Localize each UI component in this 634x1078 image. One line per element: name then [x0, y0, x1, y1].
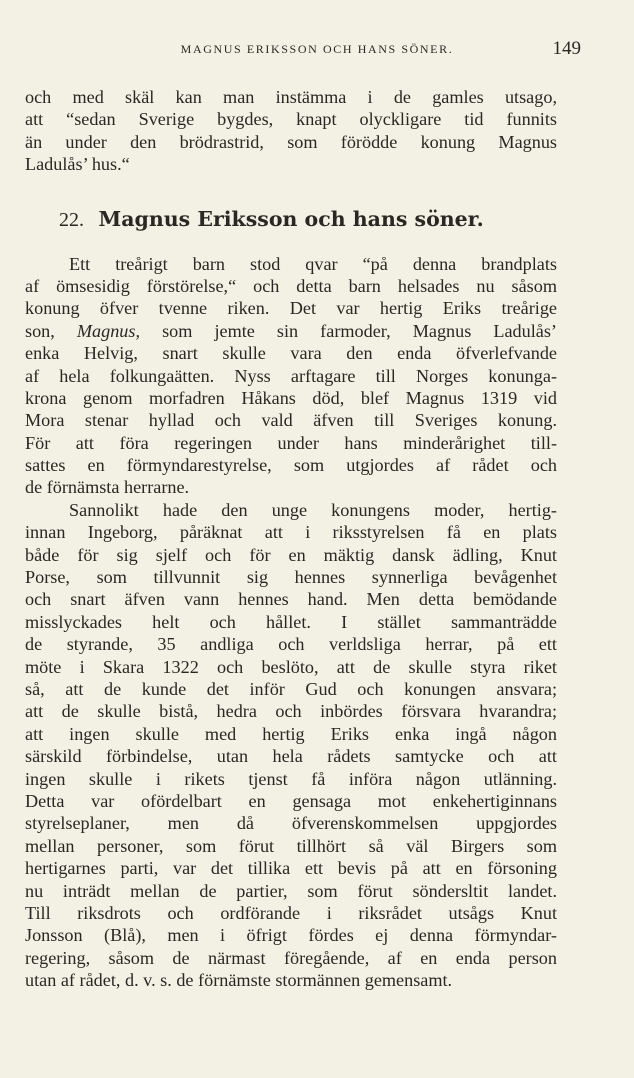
text-line: Detta var ofördelbart en gensaga mot enkehertiginnans: [25, 790, 557, 811]
text-line: sattes en förmyndarestyrelse, som utgjordes af rådet och: [25, 455, 557, 476]
section-number: 22.: [59, 208, 84, 231]
text-line: Ett treårigt barn stod qvar “på denna brandplats: [69, 253, 557, 274]
text-line: innan Ingeborg, påräknat att i riksstyrelsen få en plats: [25, 522, 557, 543]
text-line: Ladulås’ hus.“: [25, 154, 130, 175]
text-line: hertigarnes parti, var det tillika ett bevis på att en försoning: [25, 858, 557, 879]
text-line: både för sig sjelf och för en mäktig dansk ädling, Knut: [25, 544, 557, 565]
text-line: möte i Skara 1322 och beslöto, att de skulle styra riket: [25, 656, 557, 677]
text-line: ingen skulle i rikets tjenst få införa någon utlänning.: [25, 768, 557, 789]
text-line: att de skulle bistå, hedra och inbördes försvara hvarandra;: [25, 701, 557, 722]
text-line: Till riksdrots och ordförande i riksrådet utsågs Knut: [25, 902, 557, 923]
text-fragment: son,: [25, 320, 77, 341]
text-line: än under den brödrastrid, som förödde konung Magnus: [25, 131, 557, 152]
text-line: Jonsson (Blå), men i öfrigt fördes ej denna förmyndar-: [25, 925, 557, 946]
running-title: MAGNUS ERIKSSON OCH HANS SÖNER.: [180, 42, 454, 56]
text-line: utan af rådet, d. v. s. de förnämste stormännen gemensamt.: [25, 970, 453, 991]
text-line-with-italic: [25, 320, 557, 342]
page-text: [25, 86, 557, 991]
text-line: konung öfver tvenne riken. Det var hertig Eriks treårige: [25, 298, 557, 319]
text-line: Mora stenar hyllad och vald äfven till Sveriges konung.: [25, 410, 557, 431]
text-line: För att föra regeringen under hans minderårighet till-: [25, 432, 557, 453]
text-line: och snart äfven vann hennes hand. Men detta bemödande: [25, 589, 557, 610]
paragraph-2: [25, 499, 557, 992]
section-title: Magnus Eriksson och hans söner.: [98, 206, 484, 231]
text-line: nu inträdt mellan de partier, som förut söndersltit landet.: [25, 880, 557, 901]
text-line: misslyckades helt och hållet. I stället sammanträdde: [25, 611, 557, 632]
text-line: enka Helvig, snart skulle vara den enda öfverlefvande: [25, 343, 557, 364]
text-line: de förnämsta herrarne.: [25, 477, 190, 498]
running-header: [25, 38, 609, 60]
section-heading: [25, 194, 557, 244]
text-line: särskild förbindelse, utan hela rådets samtycke och att: [25, 746, 557, 767]
text-line: regering, såsom de närmast föregående, af en enda person: [25, 947, 557, 968]
page-number: 149: [552, 38, 581, 59]
text-line: att ingen skulle med hertig Eriks enka ingå någon: [25, 723, 557, 744]
text-line: Sannolikt hade den unge konungens moder, hertig-: [69, 499, 557, 520]
text-line: så, att de kunde det inför Gud och konungen ansvara;: [25, 678, 557, 699]
paragraph-1: [25, 253, 557, 499]
italic-name: Magnus,: [76, 320, 141, 341]
text-line: mellan personer, som förut tillhört så väl Birgers som: [25, 835, 557, 856]
text-line: styrelseplaner, men då öfverenskommelsen uppgjordes: [25, 813, 557, 834]
text-line: att “sedan Sverige bygdes, knapt olyckligare tid funnits: [25, 109, 557, 130]
text-line: Porse, som tillvunnit sig hennes synnerliga bevågenhet: [25, 567, 557, 588]
text-line: krona genom morfadren Håkans död, blef Magnus 1319 vid: [25, 387, 557, 408]
text-line: af hela folkungaätten. Nyss arftagare till Norges konunga-: [25, 365, 557, 386]
text-line: och med skäl kan man instämma i de gamles utsago,: [25, 87, 557, 107]
opening-paragraph: [25, 86, 557, 176]
text-line: af ömsesidig förstörelse,“ och detta barn helsades nu såsom: [25, 275, 557, 296]
text-line: de styrande, 35 andliga och verldsliga herrar, på ett: [25, 634, 557, 655]
text-fragment: som jemte sin farmoder, Magnus Ladulås’: [140, 320, 557, 341]
